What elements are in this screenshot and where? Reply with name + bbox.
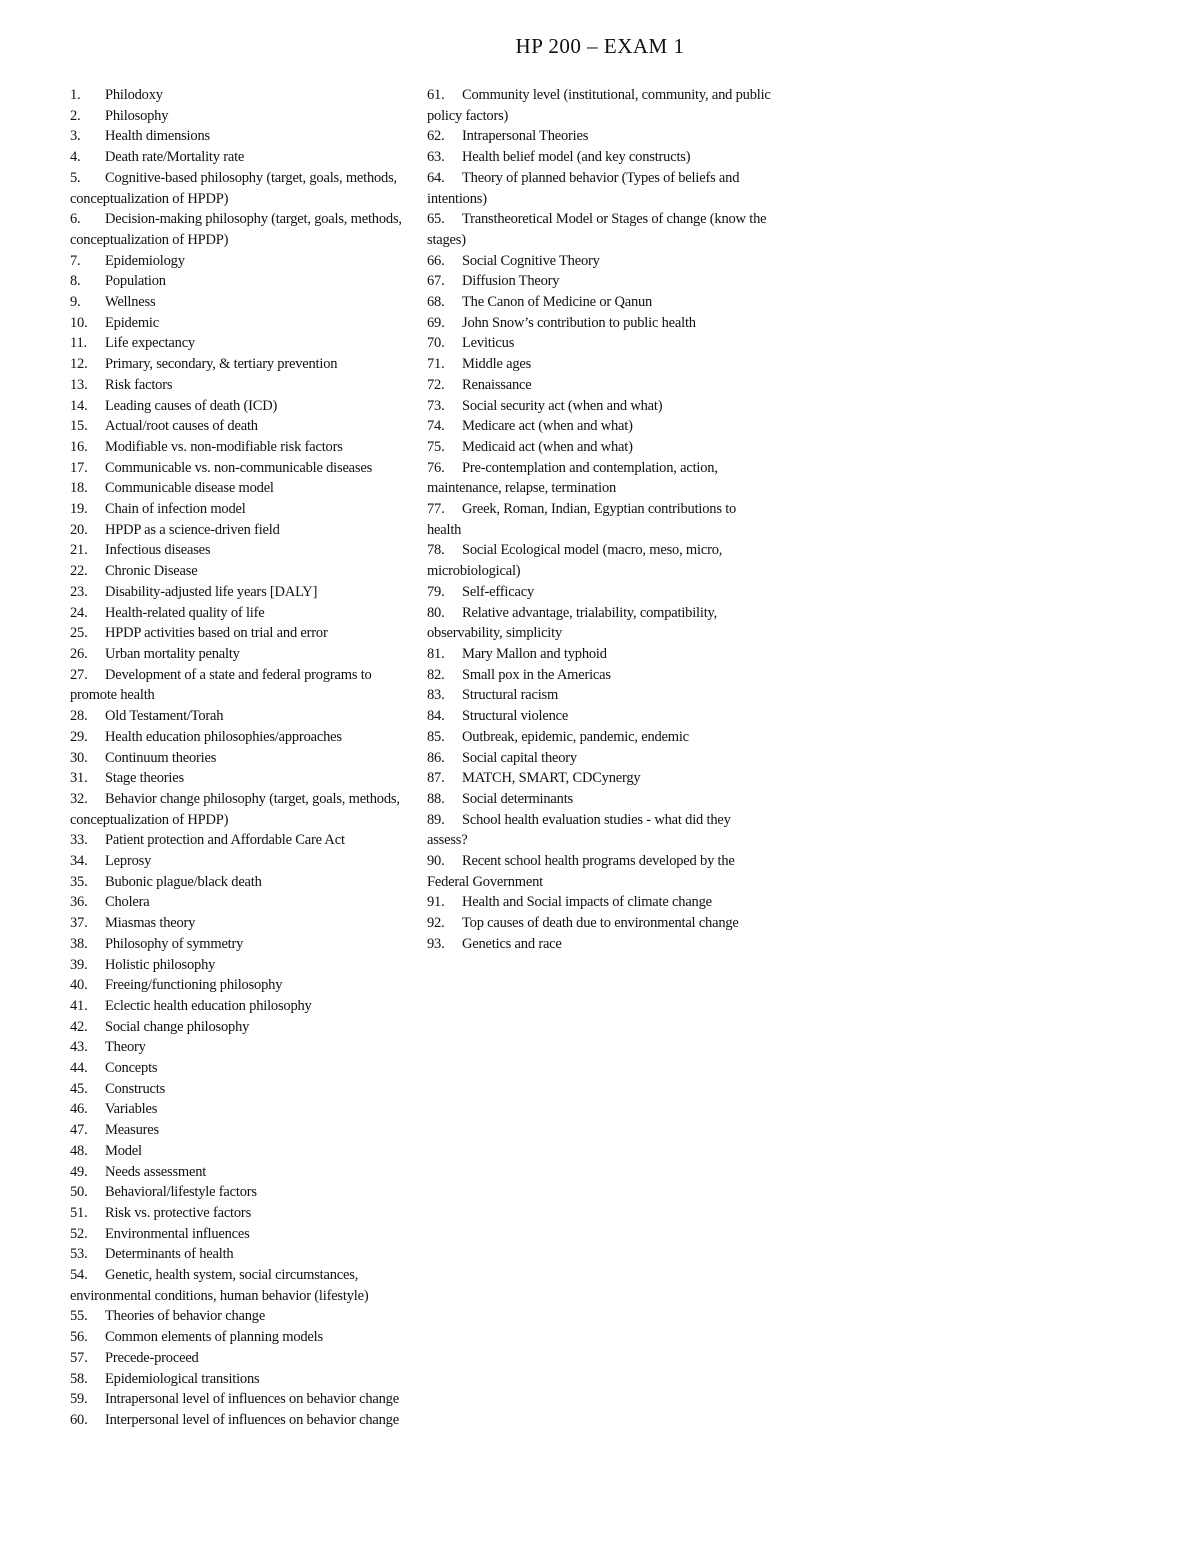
- item-text: Social Cognitive Theory: [462, 252, 600, 269]
- item-number: 8.: [70, 273, 81, 290]
- list-item: [70, 85, 410, 106]
- list-item: [427, 789, 772, 810]
- item-text: Intrapersonal Theories: [462, 128, 589, 145]
- list-item: [70, 1141, 410, 1162]
- list-item: [70, 706, 410, 727]
- item-text: Constructs: [105, 1080, 166, 1097]
- item-text: Structural violence: [462, 708, 569, 725]
- item-number: 86.: [427, 749, 445, 766]
- item-text: Middle ages: [462, 356, 532, 373]
- list-item: [427, 292, 772, 313]
- list-item: [427, 851, 772, 892]
- list-item: [427, 913, 772, 934]
- list-item: [70, 1224, 410, 1245]
- list-item: [70, 292, 410, 313]
- item-text: Chronic Disease: [105, 563, 198, 580]
- list-item: [427, 396, 772, 417]
- list-item: [427, 540, 772, 581]
- list-item: [70, 313, 410, 334]
- item-number: 57.: [70, 1349, 88, 1366]
- item-number: 38.: [70, 935, 88, 952]
- item-text: Relative advantage, trialability, compatibility, observability, simplicity: [427, 604, 718, 642]
- item-text: Communicable vs. non-communicable diseases: [105, 459, 373, 476]
- list-item: [427, 934, 772, 955]
- item-text: Small pox in the Americas: [462, 666, 611, 683]
- item-text: Leading causes of death (ICD): [105, 397, 278, 414]
- list-item: [427, 665, 772, 686]
- item-number: 29.: [70, 728, 88, 745]
- list-item: [70, 458, 410, 479]
- item-number: 1.: [70, 87, 81, 103]
- item-number: 41.: [70, 997, 88, 1014]
- list-item: [70, 106, 410, 127]
- list-item: [70, 1162, 410, 1183]
- item-number: 85.: [427, 728, 445, 745]
- item-number: 56.: [70, 1329, 88, 1346]
- item-text: Self-efficacy: [462, 583, 535, 600]
- item-number: 54.: [70, 1267, 88, 1284]
- item-number: 73.: [427, 397, 445, 414]
- list-item: [427, 85, 772, 126]
- item-text: Social change philosophy: [105, 1018, 250, 1035]
- item-number: 45.: [70, 1080, 88, 1097]
- item-text: School health evaluation studies - what did they assess?: [427, 811, 731, 849]
- item-text: Pre-contemplation and contemplation, action, maintenance, relapse, termination: [427, 459, 718, 497]
- list-item: [70, 499, 410, 520]
- item-text: Philosophy of symmetry: [105, 935, 244, 952]
- list-item: [70, 768, 410, 789]
- item-text: Precede-proceed: [105, 1349, 199, 1366]
- list-item: [70, 1079, 410, 1100]
- item-number: 64.: [427, 169, 445, 186]
- list-item: [70, 789, 410, 830]
- list-item: [70, 1037, 410, 1058]
- item-text: Social determinants: [462, 790, 573, 807]
- item-number: 35.: [70, 873, 88, 890]
- item-text: Health belief model (and key constructs): [462, 149, 691, 166]
- list-item: [70, 913, 410, 934]
- item-number: 42.: [70, 1018, 88, 1035]
- item-number: 43.: [70, 1039, 88, 1056]
- item-number: 93.: [427, 935, 445, 952]
- list-item: [70, 147, 410, 168]
- item-number: 67.: [427, 273, 445, 290]
- item-text: Epidemiology: [105, 252, 185, 269]
- item-number: 6.: [70, 211, 81, 228]
- right-column-list: [427, 85, 772, 955]
- item-number: 39.: [70, 956, 88, 973]
- item-number: 63.: [427, 149, 445, 166]
- item-text: Continuum theories: [105, 749, 217, 766]
- item-text: Cognitive-based philosophy (target, goals, methods, conceptualization of HPDP): [70, 169, 397, 207]
- item-text: Environmental influences: [105, 1225, 250, 1242]
- item-text: Measures: [105, 1122, 159, 1139]
- list-item: [70, 727, 410, 748]
- item-text: Variables: [105, 1101, 158, 1118]
- list-item: [427, 810, 772, 851]
- list-item: [70, 1120, 410, 1141]
- item-text: Population: [105, 273, 166, 290]
- item-number: 44.: [70, 1060, 88, 1077]
- list-item: [70, 437, 410, 458]
- item-number: 31.: [70, 770, 88, 787]
- item-text: Renaissance: [462, 376, 532, 393]
- item-text: Model: [105, 1142, 142, 1159]
- item-text: Patient protection and Affordable Care Act: [105, 832, 345, 849]
- item-text: Risk vs. protective factors: [105, 1204, 252, 1221]
- item-number: 40.: [70, 977, 88, 994]
- list-item: [70, 644, 410, 665]
- list-item: [70, 892, 410, 913]
- item-text: Social Ecological model (macro, meso, micro, microbiological): [427, 542, 723, 580]
- list-item: [70, 540, 410, 561]
- list-item: [427, 458, 772, 499]
- item-number: 55.: [70, 1308, 88, 1325]
- item-number: 34.: [70, 853, 88, 870]
- item-text: Medicaid act (when and what): [462, 438, 633, 455]
- item-text: Epidemiological transitions: [105, 1370, 260, 1387]
- list-item: [70, 354, 410, 375]
- list-item: [427, 892, 772, 913]
- list-item: [427, 375, 772, 396]
- item-number: 71.: [427, 356, 445, 373]
- item-number: 14.: [70, 397, 88, 414]
- item-number: 18.: [70, 480, 88, 497]
- item-text: Common elements of planning models: [105, 1329, 323, 1346]
- item-text: Cholera: [105, 894, 150, 911]
- list-item: [70, 1099, 410, 1120]
- item-text: Development of a state and federal programs to promote health: [70, 666, 372, 704]
- item-text: Risk factors: [105, 376, 173, 393]
- list-item: [427, 727, 772, 748]
- item-number: 17.: [70, 459, 88, 476]
- item-number: 2.: [70, 107, 81, 124]
- item-text: John Snow’s contribution to public health: [462, 314, 696, 331]
- list-item: [427, 706, 772, 727]
- page-title: HP 200 – EXAM 1: [515, 34, 685, 58]
- item-text: Health dimensions: [105, 128, 210, 145]
- item-number: 79.: [427, 583, 445, 600]
- item-number: 5.: [70, 169, 81, 186]
- list-item: [427, 313, 772, 334]
- item-number: 65.: [427, 211, 445, 228]
- item-number: 53.: [70, 1246, 88, 1263]
- item-text: Holistic philosophy: [105, 956, 216, 973]
- item-text: Medicare act (when and what): [462, 418, 633, 435]
- item-text: Needs assessment: [105, 1163, 207, 1180]
- item-number: 10.: [70, 314, 88, 331]
- item-text: HPDP activities based on trial and error: [105, 625, 328, 642]
- list-item: [70, 665, 410, 706]
- item-number: 82.: [427, 666, 445, 683]
- item-number: 30.: [70, 749, 88, 766]
- list-item: [70, 1410, 410, 1431]
- item-text: Greek, Roman, Indian, Egyptian contributions to health: [427, 501, 737, 538]
- list-item: [427, 644, 772, 665]
- item-number: 51.: [70, 1204, 88, 1221]
- item-number: 36.: [70, 894, 88, 911]
- item-text: Top causes of death due to environmental change: [462, 915, 739, 932]
- item-number: 72.: [427, 376, 445, 393]
- item-text: Recent school health programs developed by the Federal Government: [427, 853, 735, 890]
- item-number: 81.: [427, 645, 445, 662]
- item-number: 69.: [427, 314, 445, 331]
- item-text: Transtheoretical Model or Stages of change (know the stages): [427, 211, 767, 248]
- list-item: [70, 1265, 410, 1306]
- item-text: Theories of behavior change: [105, 1308, 266, 1325]
- item-number: 89.: [427, 811, 445, 828]
- list-item: [70, 209, 410, 250]
- item-number: 80.: [427, 604, 445, 621]
- item-text: Urban mortality penalty: [105, 645, 240, 662]
- item-number: 16.: [70, 438, 88, 455]
- item-text: Life expectancy: [105, 335, 195, 352]
- list-item: [70, 168, 410, 209]
- item-text: Modifiable vs. non-modifiable risk factors: [105, 438, 343, 455]
- item-text: The Canon of Medicine or Qanun: [462, 294, 653, 311]
- item-text: Social capital theory: [462, 749, 577, 766]
- item-text: Diffusion Theory: [462, 273, 560, 290]
- item-text: Theory: [105, 1039, 146, 1056]
- item-text: Philodoxy: [105, 87, 163, 103]
- item-text: Community level (institutional, community, and public policy factors): [427, 87, 771, 124]
- list-item: [70, 251, 410, 272]
- list-item: [70, 748, 410, 769]
- item-text: Disability-adjusted life years [DALY]: [105, 583, 318, 600]
- list-item: [70, 333, 410, 354]
- item-text: Genetic, health system, social circumstances, environmental conditions, human behavior (lifestyle): [70, 1267, 369, 1304]
- list-item: [70, 520, 410, 541]
- list-item: [70, 975, 410, 996]
- list-item: [70, 375, 410, 396]
- item-number: 26.: [70, 645, 88, 662]
- item-number: 61.: [427, 87, 445, 103]
- list-item: [70, 1058, 410, 1079]
- list-item: [427, 416, 772, 437]
- item-text: Theory of planned behavior (Types of beliefs and intentions): [427, 169, 740, 207]
- item-text: Behavior change philosophy (target, goals, methods, conceptualization of HPDP): [70, 790, 400, 828]
- item-number: 47.: [70, 1122, 88, 1139]
- item-number: 70.: [427, 335, 445, 352]
- list-item: [70, 1244, 410, 1265]
- item-number: 76.: [427, 459, 445, 476]
- list-item: [70, 996, 410, 1017]
- item-number: 75.: [427, 438, 445, 455]
- item-number: 62.: [427, 128, 445, 145]
- item-text: Freeing/functioning philosophy: [105, 977, 283, 994]
- list-item: [70, 126, 410, 147]
- list-item: [427, 333, 772, 354]
- item-number: 92.: [427, 915, 445, 932]
- item-text: Miasmas theory: [105, 915, 196, 932]
- item-text: Concepts: [105, 1060, 158, 1077]
- item-number: 46.: [70, 1101, 88, 1118]
- list-item: [427, 603, 772, 644]
- item-number: 11.: [70, 335, 87, 352]
- item-number: 12.: [70, 356, 88, 373]
- item-text: Structural racism: [462, 687, 559, 704]
- item-number: 27.: [70, 666, 88, 683]
- item-text: Primary, secondary, & tertiary prevention: [105, 356, 338, 373]
- item-number: 66.: [427, 252, 445, 269]
- item-number: 87.: [427, 770, 445, 787]
- list-item: [427, 582, 772, 603]
- item-text: Leprosy: [105, 853, 152, 870]
- list-item: [70, 1327, 410, 1348]
- item-text: Infectious diseases: [105, 542, 211, 559]
- item-number: 13.: [70, 376, 88, 393]
- item-text: Epidemic: [105, 314, 159, 331]
- list-item: [70, 872, 410, 893]
- item-number: 4.: [70, 149, 81, 166]
- item-text: Wellness: [105, 294, 156, 311]
- list-item: [70, 851, 410, 872]
- list-item: [427, 168, 772, 209]
- item-number: 7.: [70, 252, 81, 269]
- list-item: [427, 748, 772, 769]
- item-text: Philosophy: [105, 107, 169, 124]
- item-text: Health and Social impacts of climate change: [462, 894, 712, 911]
- list-item: [427, 499, 772, 540]
- item-number: 74.: [427, 418, 445, 435]
- item-number: 78.: [427, 542, 445, 559]
- item-number: 15.: [70, 418, 88, 435]
- item-number: 83.: [427, 687, 445, 704]
- item-number: 28.: [70, 708, 88, 725]
- item-number: 33.: [70, 832, 88, 849]
- item-text: Chain of infection model: [105, 501, 246, 518]
- item-text: Actual/root causes of death: [105, 418, 258, 435]
- list-item: [70, 934, 410, 955]
- item-text: Outbreak, epidemic, pandemic, endemic: [462, 728, 689, 745]
- item-text: Bubonic plague/black death: [105, 873, 262, 890]
- item-text: Determinants of health: [105, 1246, 234, 1263]
- list-item: [70, 1369, 410, 1390]
- list-item: [70, 955, 410, 976]
- item-text: HPDP as a science-driven field: [105, 521, 280, 538]
- item-number: 49.: [70, 1163, 88, 1180]
- list-item: [70, 271, 410, 292]
- list-item: [427, 147, 772, 168]
- item-number: 20.: [70, 521, 88, 538]
- list-item: [70, 561, 410, 582]
- list-item: [70, 603, 410, 624]
- item-number: 48.: [70, 1142, 88, 1159]
- left-column-list: [70, 85, 410, 1431]
- list-item: [70, 623, 410, 644]
- item-number: 37.: [70, 915, 88, 932]
- item-text: Decision-making philosophy (target, goals, methods, conceptualization of HPDP): [70, 211, 402, 248]
- list-item: [70, 1306, 410, 1327]
- item-text: Intrapersonal level of influences on behavior change: [105, 1391, 399, 1408]
- item-number: 91.: [427, 894, 445, 911]
- item-number: 23.: [70, 583, 88, 600]
- item-number: 24.: [70, 604, 88, 621]
- item-number: 84.: [427, 708, 445, 725]
- list-item: [70, 1203, 410, 1224]
- list-item: [427, 126, 772, 147]
- list-item: [70, 478, 410, 499]
- item-number: 77.: [427, 501, 445, 518]
- item-text: Communicable disease model: [105, 480, 274, 497]
- item-number: 88.: [427, 790, 445, 807]
- list-item: [427, 354, 772, 375]
- item-number: 90.: [427, 853, 445, 870]
- list-item: [70, 1348, 410, 1369]
- item-number: 59.: [70, 1391, 88, 1408]
- list-item: [427, 768, 772, 789]
- item-number: 21.: [70, 542, 88, 559]
- item-text: Interpersonal level of influences on behavior change: [105, 1412, 399, 1428]
- item-number: 60.: [70, 1412, 88, 1428]
- list-item: [70, 1182, 410, 1203]
- item-number: 25.: [70, 625, 88, 642]
- list-item: [70, 1389, 410, 1410]
- item-number: 9.: [70, 294, 81, 311]
- item-text: Social security act (when and what): [462, 397, 663, 414]
- item-number: 58.: [70, 1370, 88, 1387]
- list-item: [427, 685, 772, 706]
- item-text: MATCH, SMART, CDCynergy: [462, 770, 641, 787]
- item-text: Behavioral/lifestyle factors: [105, 1184, 257, 1201]
- list-item: [427, 209, 772, 250]
- list-item: [70, 396, 410, 417]
- list-item: [427, 251, 772, 272]
- list-item: [70, 830, 410, 851]
- list-item: [70, 1017, 410, 1038]
- item-number: 22.: [70, 563, 88, 580]
- item-text: Eclectic health education philosophy: [105, 997, 312, 1014]
- list-item: [427, 437, 772, 458]
- item-number: 19.: [70, 501, 88, 518]
- item-text: Health education philosophies/approaches: [105, 728, 342, 745]
- item-text: Health-related quality of life: [105, 604, 265, 621]
- item-number: 52.: [70, 1225, 88, 1242]
- item-number: 68.: [427, 294, 445, 311]
- item-number: 3.: [70, 128, 81, 145]
- item-text: Genetics and race: [462, 935, 562, 952]
- item-text: Old Testament/Torah: [105, 708, 224, 725]
- list-item: [70, 582, 410, 603]
- item-text: Death rate/Mortality rate: [105, 149, 245, 166]
- list-item: [70, 416, 410, 437]
- item-text: Stage theories: [105, 770, 184, 787]
- item-number: 32.: [70, 790, 88, 807]
- item-number: 50.: [70, 1184, 88, 1201]
- item-text: Leviticus: [462, 335, 515, 352]
- list-item: [427, 271, 772, 292]
- item-text: Mary Mallon and typhoid: [462, 645, 607, 662]
